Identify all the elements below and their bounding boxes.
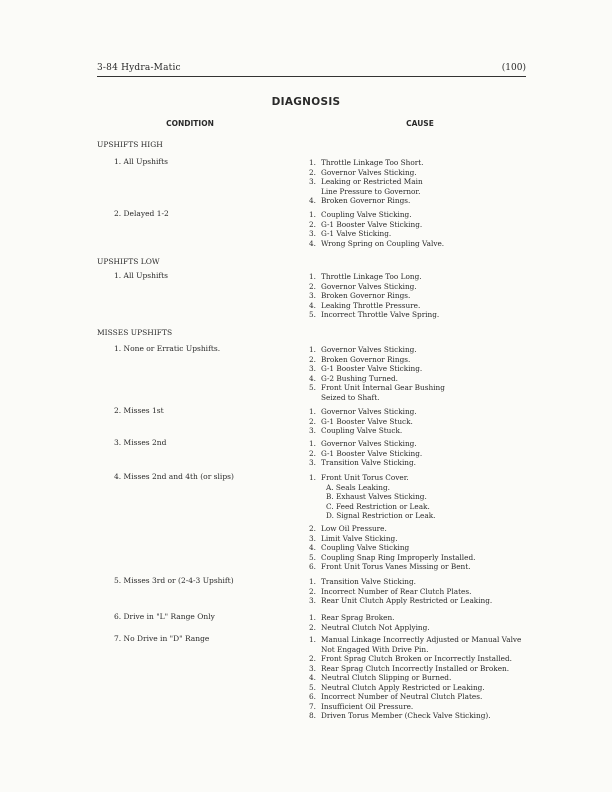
- cause-number: 2.: [309, 167, 316, 177]
- cause-item: [305, 596, 492, 606]
- cause-item: [305, 177, 423, 196]
- cause-number: 5.: [309, 310, 316, 319]
- cause-number: 3.: [309, 364, 316, 373]
- condition-item: 3. Misses 2nd: [114, 438, 167, 447]
- condition-item: 4. Misses 2nd and 4th (or slips): [114, 472, 234, 481]
- cause-text: Coupling Snap Ring Improperly Installed.: [321, 552, 476, 562]
- cause-item: [305, 492, 435, 502]
- cause-text: Front Unit Torus Cover.: [321, 473, 409, 482]
- cause-number: 1.: [309, 439, 316, 448]
- cause-text: G-1 Booster Valve Sticking.: [321, 448, 423, 458]
- cause-number: 2.: [309, 416, 316, 426]
- cause-text: G-1 Booster Valve Stuck.: [321, 416, 413, 426]
- cause-number: 3.: [309, 596, 316, 605]
- cause-column-header: CAUSE: [406, 119, 434, 128]
- cause-list: [305, 635, 521, 721]
- cause-text: Neutral Clutch Not Applying.: [321, 622, 430, 632]
- cause-list: [305, 345, 445, 402]
- cause-item: [305, 702, 521, 712]
- cause-list: [305, 473, 435, 521]
- cause-text: Incorrect Throttle Valve Spring.: [321, 310, 440, 319]
- cause-number: 3.: [309, 229, 316, 238]
- header-rule: [97, 76, 526, 77]
- cause-text: Low Oil Pressure.: [321, 524, 387, 533]
- cause-list: [305, 158, 423, 206]
- cause-text: Governor Valves Sticking.: [321, 345, 417, 354]
- cause-text: Driven Torus Member (Check Valve Sticking).: [321, 711, 491, 720]
- cause-item: [305, 458, 422, 468]
- cause-item: [305, 196, 423, 206]
- section-misses-upshifts: MISSES UPSHIFTS: [97, 328, 173, 337]
- cause-item: [305, 587, 492, 597]
- cause-text: Limit Valve Sticking.: [321, 533, 398, 543]
- cause-number: 7.: [309, 701, 316, 711]
- condition-item: 2. Misses 1st: [114, 406, 164, 415]
- cause-continuation: Line Pressure to Governor.: [321, 186, 421, 196]
- cause-text: Governor Valves Sticking.: [321, 167, 417, 177]
- cause-text: Governor Valves Sticking.: [321, 407, 417, 416]
- cause-number: 1.: [309, 577, 316, 586]
- cause-text: Broken Governor Rings.: [321, 354, 411, 364]
- page-number: (100): [501, 63, 526, 73]
- running-header: 3-84 Hydra-Matic: [97, 63, 181, 73]
- cause-item: [305, 502, 435, 512]
- cause-item: [305, 664, 521, 674]
- cause-item: [305, 511, 435, 521]
- cause-continuation: Seized to Shaft.: [321, 392, 380, 402]
- cause-number: 2.: [309, 524, 316, 533]
- condition-item: 2. Delayed 1-2: [114, 209, 169, 218]
- cause-text: Throttle Linkage Too Long.: [321, 272, 422, 281]
- cause-item: [305, 407, 417, 417]
- condition-item: 1. All Upshifts: [114, 157, 168, 166]
- cause-item: [305, 426, 417, 436]
- condition-item: 7. No Drive in "D" Range: [114, 634, 210, 643]
- cause-text: G-1 Booster Valve Sticking.: [321, 219, 423, 229]
- cause-number: 6.: [309, 562, 316, 571]
- cause-list: [305, 613, 430, 632]
- cause-item: [305, 355, 445, 365]
- cause-number: 1.: [309, 473, 316, 482]
- cause-item: [305, 364, 445, 374]
- cause-item: [305, 673, 521, 683]
- cause-item: [305, 272, 439, 282]
- cause-number: 4.: [309, 373, 316, 383]
- cause-item: [305, 158, 423, 168]
- cause-item: [305, 562, 475, 572]
- cause-number: 3.: [309, 458, 316, 467]
- cause-text: Rear Sprag Broken.: [321, 613, 395, 622]
- cause-text: G-2 Bushing Turned.: [321, 373, 398, 383]
- cause-number: 3.: [309, 291, 316, 300]
- cause-number: 2.: [309, 654, 316, 663]
- cause-text: Coupling Valve Sticking.: [321, 210, 412, 219]
- cause-text: Coupling Valve Stuck.: [321, 426, 403, 435]
- cause-list: [305, 577, 492, 606]
- cause-text: Leaking or Restricted Main: [321, 177, 423, 186]
- cause-item: [305, 345, 445, 355]
- cause-item: [305, 417, 417, 427]
- cause-number: 3.: [309, 426, 316, 435]
- cause-text: Transition Valve Sticking.: [321, 458, 417, 467]
- cause-text: Broken Governor Rings.: [321, 291, 411, 300]
- cause-number: 2.: [309, 448, 316, 458]
- cause-number: 1.: [309, 635, 316, 644]
- cause-text: Coupling Valve Sticking: [321, 543, 410, 552]
- cause-item: [305, 683, 521, 693]
- cause-item: [305, 473, 435, 483]
- cause-number: 2.: [309, 354, 316, 364]
- cause-list: [305, 210, 444, 248]
- cause-text: Broken Governor Rings.: [321, 196, 411, 205]
- section-upshifts-high: UPSHIFTS HIGH: [97, 140, 163, 149]
- cause-item: [305, 374, 445, 384]
- cause-subitem-text: A. Seals Leaking.: [326, 482, 390, 492]
- cause-number: 5.: [309, 682, 316, 692]
- cause-text: G-1 Valve Sticking.: [321, 229, 392, 238]
- cause-number: 2.: [309, 622, 316, 632]
- cause-item: [305, 383, 445, 402]
- cause-number: 4.: [309, 673, 316, 682]
- cause-number: 4.: [309, 543, 316, 552]
- cause-text: Incorrect Number of Rear Clutch Plates.: [321, 586, 472, 596]
- cause-item: [305, 534, 475, 544]
- cause-item: [305, 543, 475, 553]
- cause-text: Incorrect Number of Neutral Clutch Plates.: [321, 692, 483, 701]
- cause-item: [305, 483, 435, 493]
- cause-list: [305, 439, 422, 468]
- cause-item: [305, 553, 475, 563]
- cause-list: [305, 407, 417, 436]
- cause-number: 2.: [309, 586, 316, 596]
- cause-item: [305, 210, 444, 220]
- cause-number: 1.: [309, 210, 316, 219]
- cause-text: Insufficient Oil Pressure.: [321, 701, 414, 711]
- cause-item: [305, 449, 422, 459]
- cause-number: 2.: [309, 219, 316, 229]
- cause-item: [305, 220, 444, 230]
- cause-subitem-text: C. Feed Restriction or Leak.: [326, 501, 430, 511]
- cause-number: 1.: [309, 272, 316, 281]
- cause-item: [305, 301, 439, 311]
- cause-text: Manual Linkage Incorrectly Adjusted or Manual Valve: [321, 635, 522, 644]
- cause-number: 4.: [309, 238, 316, 248]
- cause-item: [305, 654, 521, 664]
- cause-text: Neutral Clutch Slipping or Burned.: [321, 673, 452, 682]
- cause-item: [305, 168, 423, 178]
- cause-number: 3.: [309, 177, 316, 186]
- cause-item: [305, 635, 521, 654]
- cause-text: Governor Valves Sticking.: [321, 439, 417, 448]
- cause-number: 2.: [309, 281, 316, 291]
- condition-item: 5. Misses 3rd or (2-4-3 Upshift): [114, 576, 234, 585]
- cause-text: Front Unit Torus Vanes Missing or Bent.: [321, 562, 471, 571]
- cause-item: [305, 524, 475, 534]
- cause-continuation: Not Engaged With Drive Pin.: [321, 644, 429, 654]
- cause-item: [305, 613, 430, 623]
- cause-number: 4.: [309, 300, 316, 310]
- cause-item: [305, 291, 439, 301]
- cause-number: 1.: [309, 158, 316, 167]
- cause-text: Transition Valve Sticking.: [321, 577, 417, 586]
- cause-list: [305, 272, 439, 320]
- cause-number: 1.: [309, 407, 316, 416]
- cause-text: Neutral Clutch Apply Restricted or Leaking.: [321, 682, 485, 692]
- section-upshifts-low: UPSHIFTS LOW: [97, 257, 160, 266]
- cause-subitem-text: B. Exhaust Valves Sticking.: [326, 492, 427, 501]
- cause-item: [305, 239, 444, 249]
- condition-item: 1. All Upshifts: [114, 271, 168, 280]
- cause-item: [305, 439, 422, 449]
- cause-text: Governor Valves Sticking.: [321, 281, 417, 291]
- cause-number: 3.: [309, 533, 316, 543]
- cause-number: 3.: [309, 663, 316, 673]
- page-title: DIAGNOSIS: [271, 96, 341, 108]
- cause-text: Rear Unit Clutch Apply Restricted or Leaking.: [321, 596, 493, 605]
- condition-item: 6. Drive in "L" Range Only: [114, 612, 215, 621]
- cause-number: 5.: [309, 552, 316, 562]
- cause-number: 4.: [309, 196, 316, 205]
- cause-item: [305, 282, 439, 292]
- cause-text: Front Sprag Clutch Broken or Incorrectly Installed.: [321, 654, 512, 663]
- cause-text: Rear Sprag Clutch Incorrectly Installed or Broken.: [321, 663, 510, 673]
- cause-number: 1.: [309, 345, 316, 354]
- cause-text: Leaking Throttle Pressure.: [321, 300, 421, 310]
- condition-item: 1. None or Erratic Upshifts.: [114, 344, 221, 353]
- cause-text: Front Unit Internal Gear Bushing: [321, 383, 445, 392]
- cause-item: [305, 623, 430, 633]
- cause-subitem-text: D. Signal Restriction or Leak.: [326, 511, 436, 520]
- cause-list: [305, 524, 475, 572]
- cause-number: 6.: [309, 692, 316, 701]
- cause-item: [305, 229, 444, 239]
- cause-number: 5.: [309, 383, 316, 392]
- cause-text: Throttle Linkage Too Short.: [321, 158, 424, 167]
- cause-number: 1.: [309, 613, 316, 622]
- cause-item: [305, 692, 521, 702]
- cause-item: [305, 577, 492, 587]
- cause-number: 8.: [309, 711, 316, 720]
- condition-column-header: CONDITION: [166, 119, 214, 128]
- cause-text: Wrong Spring on Coupling Valve.: [321, 238, 445, 248]
- cause-text: G-1 Booster Valve Sticking.: [321, 364, 423, 373]
- cause-item: [305, 310, 439, 320]
- cause-item: [305, 711, 521, 721]
